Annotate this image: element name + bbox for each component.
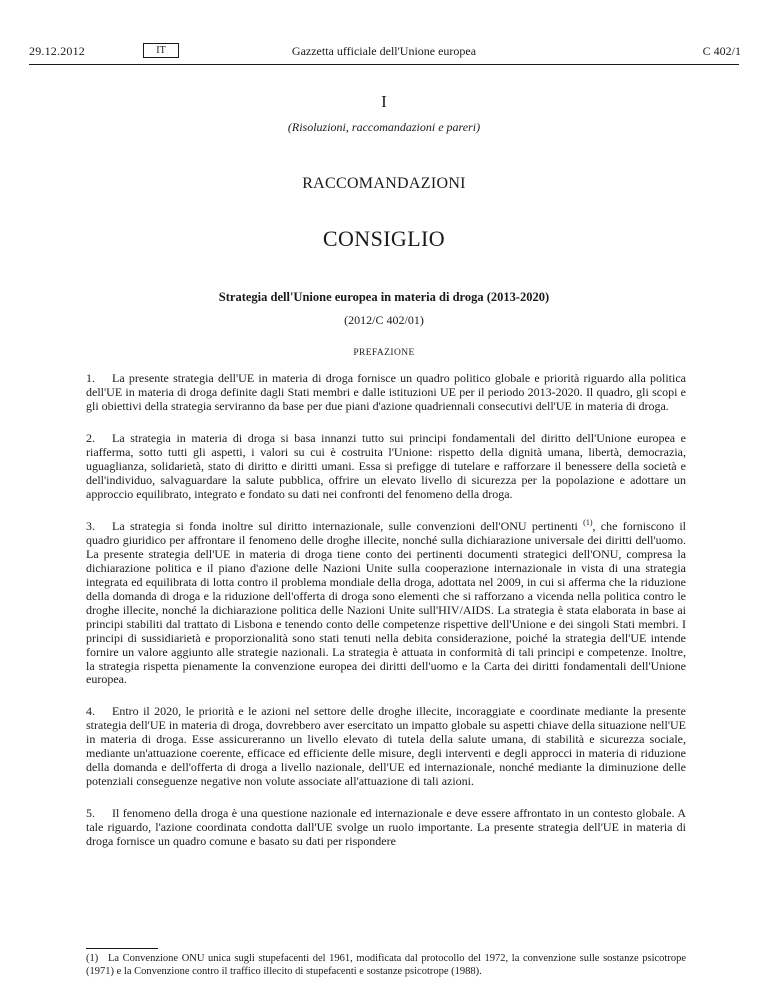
paragraph-4 xyxy=(86,705,686,789)
journal-title: Gazzetta ufficiale dell'Unione europea xyxy=(291,44,477,58)
paragraph-3 xyxy=(86,520,686,687)
publication-date: 29.12.2012 xyxy=(29,44,85,58)
paragraph-text: La strategia si fonda inoltre sul diritto internazionale, sulle convenzioni dell'ONU pertinenti xyxy=(112,519,584,533)
footnote-mark: (1) xyxy=(86,953,99,964)
paragraph-text: La presente strategia dell'UE in materia di droga fornisce un quadro politico globale e priorità riguardo alla politica dell'UE in materia di droga definite dagli Stati membri e dalle istituzioni UE per il periodo 2013-2020. Il quadro, gli scopi e gli obiettivi della strategia serviranno da base per due piani d'azione quadriennali consecutivi dell'UE in materia di droga. xyxy=(86,371,686,413)
footnote-reference[interactable]: (1) xyxy=(583,518,593,527)
preface-heading: PREFAZIONE xyxy=(353,348,415,358)
footnote xyxy=(86,953,686,978)
part-number: I xyxy=(381,92,387,111)
page-number: C 402/1 xyxy=(702,44,741,58)
paragraph-number: 5. xyxy=(86,806,95,820)
paragraph-1 xyxy=(86,372,686,414)
paragraph-number: 1. xyxy=(86,371,95,385)
paragraph-text-continued: , che forniscono il quadro giuridico per affrontare il fenomeno delle droghe illecite, nonché sulla dichiarazione universale dei diritti dell'uomo. La presente strategia dell'UE in materia di droga tiene conto dei pertinenti documenti strategici dell'ONU, compresa la dichiarazione politica e il piano d'azione delle Nazioni Unite sulla cooperazione internazionale in vista di una strategia integrata ed equilibrata di lotta contro il problema mondiale della droga, adottata nel 2009, in cui si afferma che la riduzione della domanda di droga e la riduzione dell'offerta di droga sono elementi che si rafforzano a vicenda nella politica contro le droghe illecite, nonché la dichiarazione politica delle Nazioni Unite sull'HIV/AIDS. La strategia è stata elaborata in base ai principi stabiliti dal trattato di Lisbona e tenendo conto delle competenze rispettive dell'Unione e dei singoli Stati membri. I principi di sussidiarietà e proporzionalità sono stati tenuti nella debita considerazione, poiché la strategia dell'UE intende fornire un valore aggiunto alle strategie nazionali. La strategia è attuata in conformità di tali principi e competenze. Inoltre, la strategia rispetta pienamente la convenzione europea dei diritti dell'uomo e la Carta dei diritti fondamentali dell'Unione europea. xyxy=(86,519,686,687)
organisation-heading: CONSIGLIO xyxy=(322,226,446,251)
paragraph-2 xyxy=(86,432,686,502)
footnote-divider xyxy=(86,948,158,949)
paragraph-number: 3. xyxy=(86,519,95,533)
part-subtitle: (Risoluzioni, raccomandazioni e pareri) xyxy=(287,120,481,134)
footnote-text: La Convenzione ONU unica sugli stupefacenti del 1961, modificata dal protocollo del 1972, la convenzione sulle sostanze psicotrope (1971) e la Convenzione contro il traffico illecito di stupefacenti e sostanze psicotrope (1988). xyxy=(86,953,686,977)
header-divider xyxy=(29,64,739,65)
paragraph-number: 4. xyxy=(86,704,95,718)
document-reference: (2012/C 402/01) xyxy=(344,313,424,327)
document-title: Strategia dell'Unione europea in materia di droga (2013-2020) xyxy=(218,290,550,304)
paragraph-number: 2. xyxy=(86,431,95,445)
paragraph-text: Entro il 2020, le priorità e le azioni nel settore delle droghe illecite, incoraggiate e coordinate mediante la presente strategia dell'UE in materia di droga, dovrebbero aver esercitato un impatto globale su aspetti chiave della situazione nell'UE in materia di droga. Esse assicureranno un livello elevato di tutela della salute umana, di stabilità e sicurezza sociale, mediante un'attuazione coerente, efficace ed efficiente delle misure, degli interventi e degli approcci in materia di riduzione della domanda e dell'offerta di droga a livello nazionale, dell'UE ed internazionale, nonché mediante la diminuzione delle potenziali conseguenze negative non volute associate all'attuazione di tali azioni. xyxy=(86,704,686,788)
paragraph-5 xyxy=(86,807,686,849)
paragraph-text: Il fenomeno della droga è una questione nazionale ed internazionale e deve essere affrontato in un contesto globale. A tale riguardo, l'azione coordinata condotta dall'UE svolge un ruolo importante. La presente strategia dell'UE in materia di droga fornisce un quadro comune e basato su dati per rispondere xyxy=(86,806,686,848)
paragraph-text: La strategia in materia di droga si basa innanzi tutto sui principi fondamentali del diritto dell'Unione europea e riafferma, sotto tutti gli aspetti, i valori su cui è costruita l'Unione: rispetto della dignità umana, libertà, democrazia, uguaglianza, solidarietà, stato di diritto e diritti umani. Essa si prefigge di tutelare e rafforzare il benessere della società e dell'individuo, salvaguardare la salute pubblica, offrire un elevato livello di sicurezza per la popolazione e adottare un approccio equilibrato, integrato e fondato su dati nei confronti del fenomeno della droga. xyxy=(86,431,686,501)
section-heading: RACCOMANDAZIONI xyxy=(302,175,466,192)
language-badge: IT xyxy=(143,43,179,58)
